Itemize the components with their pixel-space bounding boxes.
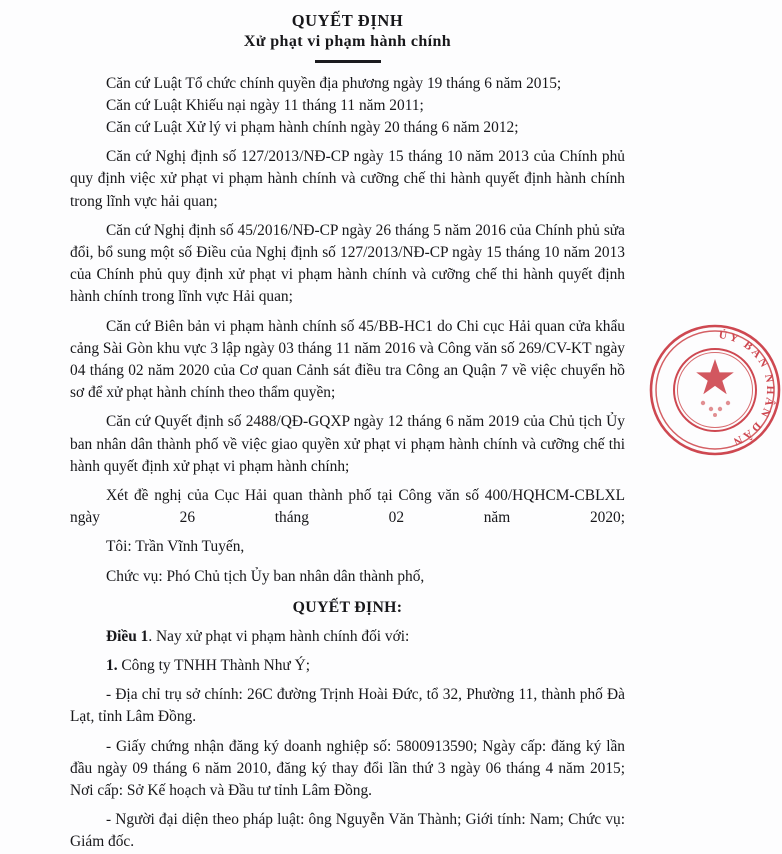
entity-address-line: - Địa chỉ trụ sở chính: 26C đường Trịnh Hoài Đức, tổ 32, Phường 11, thành phố Đà Lạt, tỉnh Lâm Đồng. <box>70 686 625 726</box>
title-divider <box>315 60 381 63</box>
legal-basis-paragraph: Căn cứ Luật Xử lý vi phạm hành chính ngày 20 tháng 6 năm 2012; <box>106 118 519 136</box>
entity-registration-line: - Giấy chứng nhận đăng ký doanh nghiệp số: 5800913590; Ngày cấp: đăng ký lần đầu ngày 09 tháng 6 năm 2010, đăng ký thay đổi lần thứ 3 ngày 06 tháng 4 năm 2015; Nơi cấp: Sở Kế hoạch và Đầu tư tỉnh Lâm Đồng. <box>70 737 625 799</box>
legal-basis-paragraph: Căn cứ Biên bản vi phạm hành chính số 45/BB-HC1 do Chi cục Hải quan cửa khẩu cảng Sài Gòn khu vực 3 lập ngày 03 tháng 11 năm 2016 và Công văn số 269/CV-KT ngày 04 tháng 02 năm 2020 của Cơ quan Cảnh sát điều tra Công an Quận 7 về việc chuyển hồ sơ để xử phạt hành chính theo thẩm quyền; <box>70 317 625 402</box>
legal-basis-paragraph: Căn cứ Nghị định số 45/2016/NĐ-CP ngày 26 tháng 5 năm 2016 của Chính phủ sửa đổi, bổ sung một số Điều của Nghị định số 127/2013/NĐ-CP ngày 15 tháng 10 năm 2013 của Chính phủ quy định xử phạt vi phạm hành chính và cưỡng chế thi hành quyết định hành chính trong lĩnh vực Hải quan; <box>70 221 625 306</box>
signer-position-line: Chức vụ: Phó Chủ tịch Ủy ban nhân dân thành phố, <box>106 567 425 585</box>
decision-heading: QUYẾT ĐỊNH: <box>292 598 403 616</box>
article-1-label: Điều 1 <box>106 627 149 645</box>
legal-basis-paragraph: Căn cứ Luật Tổ chức chính quyền địa phương ngày 19 tháng 6 năm 2015; <box>106 74 562 92</box>
document-body <box>70 73 625 854</box>
entity-representative-line: - Người đại diện theo pháp luật: ông Nguyễn Văn Thành; Giới tính: Nam; Chức vụ: Giám đốc. <box>70 811 625 851</box>
proposal-paragraph: Xét đề nghị của Cục Hải quan thành phố tại Công văn số 400/HQHCM-CBLXL ngày 26 tháng 02 năm 2020; <box>70 486 625 527</box>
article-1-text: . Nay xử phạt vi phạm hành chính đối với: <box>148 627 410 645</box>
page-subtitle: Xử phạt vi phạm hành chính <box>243 33 452 50</box>
signer-name-line: Tôi: Trần Vĩnh Tuyến, <box>106 538 245 556</box>
page-title: QUYẾT ĐỊNH <box>291 11 404 30</box>
legal-basis-paragraph: Căn cứ Luật Khiếu nại ngày 11 tháng 11 năm 2011; <box>106 96 424 114</box>
legal-basis-paragraph: Căn cứ Nghị định số 127/2013/NĐ-CP ngày 15 tháng 10 năm 2013 của Chính phủ quy định việc xử phạt vi phạm hành chính và cưỡng chế thi hành quyết định hành chính trong lĩnh vực hải quan; <box>70 148 625 210</box>
svg-text:ỦY BAN NHÂN DÂN: ỦY BAN NHÂN DÂN <box>717 328 777 449</box>
legal-basis-paragraph: Căn cứ Quyết định số 2488/QĐ-GQXP ngày 12 tháng 6 năm 2019 của Chủ tịch Ủy ban nhân dân thành phố về việc giao quyền xử phạt vi phạm hành chính và cưỡng chế thi hành quyết định xử phạt vi phạm hành chính; <box>70 413 625 475</box>
official-seal-icon <box>648 323 782 457</box>
document-title-block <box>70 6 625 63</box>
article-1-heading <box>70 626 625 648</box>
entity-number: 1. <box>106 656 118 674</box>
entity-name: Công ty TNHH Thành Như Ý; <box>117 656 311 674</box>
entity-name-line <box>70 655 625 677</box>
